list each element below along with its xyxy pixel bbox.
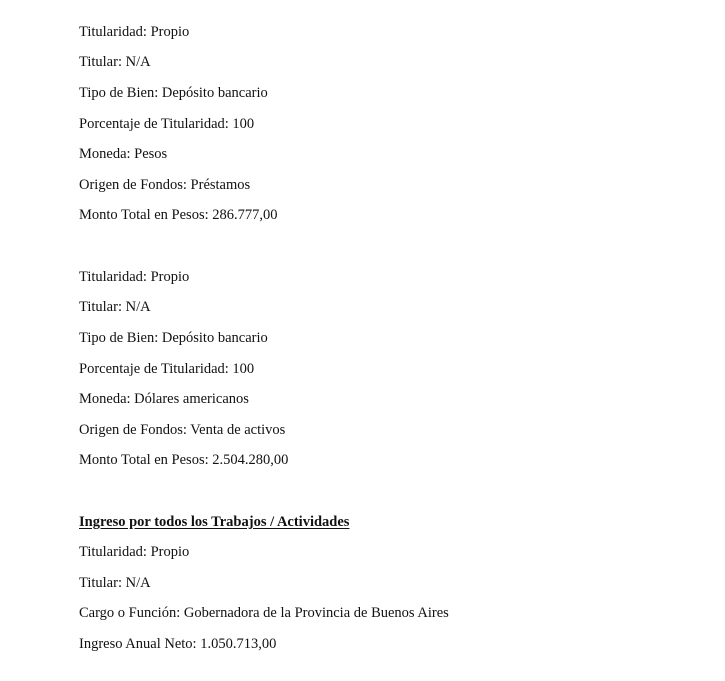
- field-tipo-de-bien: Tipo de Bien: Depósito bancario: [79, 85, 268, 101]
- field-origen-de-fondos: Origen de Fondos: Venta de activos: [79, 422, 286, 438]
- field-titularidad: Titularidad: Propio: [79, 24, 190, 40]
- field-titular: Titular: N/A: [79, 575, 151, 591]
- field-porcentaje-titularidad: Porcentaje de Titularidad: 100: [79, 361, 255, 377]
- field-moneda: Moneda: Dólares americanos: [79, 391, 249, 407]
- field-cargo-funcion: Cargo o Función: Gobernadora de la Provincia de Buenos Aires: [79, 605, 449, 621]
- field-monto-total: Monto Total en Pesos: 286.777,00: [79, 207, 278, 223]
- field-titularidad: Titularidad: Propio: [79, 269, 190, 285]
- field-ingreso-anual-neto: Ingreso Anual Neto: 1.050.713,00: [79, 636, 277, 652]
- field-titularidad: Titularidad: Propio: [79, 544, 190, 560]
- field-porcentaje-titularidad: Porcentaje de Titularidad: 100: [79, 116, 255, 132]
- field-moneda: Moneda: Pesos: [79, 146, 168, 162]
- section-heading-ingresos: Ingreso por todos los Trabajos / Actividades: [79, 514, 350, 530]
- field-tipo-de-bien: Tipo de Bien: Depósito bancario: [79, 330, 268, 346]
- field-titular: Titular: N/A: [79, 299, 151, 315]
- field-titular: Titular: N/A: [79, 54, 151, 70]
- field-origen-de-fondos: Origen de Fondos: Préstamos: [79, 177, 251, 193]
- field-monto-total: Monto Total en Pesos: 2.504.280,00: [79, 452, 289, 468]
